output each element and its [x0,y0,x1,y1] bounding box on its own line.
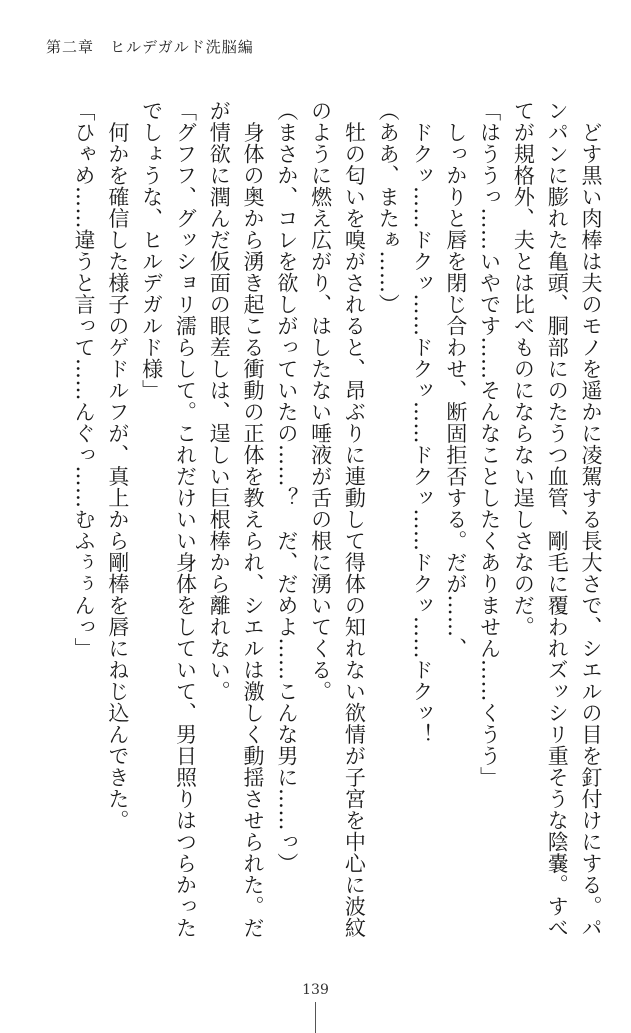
running-head: 第二章 ヒルデガルド洗脳編 [46,38,254,56]
paragraph: （ああ、またぁ……） [376,100,401,315]
body-text [23,100,607,950]
paragraph: 「はううっ……いやです……そんなことしたくありません……くうう」 [477,100,502,788]
paragraph: しっかりと唇を閉じ合わせ、断固拒否する。だが……、 [443,100,468,659]
paragraph: 「ひゃめ……違うと言って……んぐっ……むふぅぅんっ」 [72,100,97,659]
paragraph: 何かを確信した様子のゲドルフが、真上から剛棒を唇にねじ込んできた。 [105,100,130,831]
paragraph: 牡の匂いを嗅がされると、昂ぶりに連動して得体の知れない欲情が子宮を中心に波紋のように燃え広がり、はしたない唾液が舌の根に湧いてくる。 [308,100,367,939]
paragraph: ドクッ……ドクッ……ドクッ……ドクッ……ドクッ……ドクッ！ [410,100,435,745]
paragraph: 「グフフ、グッショリ濡らして。これだけいい身体をしていて、男日照りはつらかったでしょうな、ヒルデガルド様」 [139,100,198,939]
paragraph: どす黒い肉棒は夫のモノを遥かに凌駕する長大さで、シエルの目を釘付けにする。パンパンに膨れた亀頭、胴部にのたうつ血管、剛毛に覆われズッシリ重そうな陰嚢。すべてが規格外、夫とは比べものにならない逞しさなのだ。 [511,100,603,939]
paragraph: 身体の奥から湧き起こる衝動の正体を教えられ、シエルは激しく動揺させられた。だが情欲に潤んだ仮面の眼差しは、逞しい巨根棒から離れない。 [207,100,266,939]
page-number-rule [315,1002,316,1033]
page-number: 139 [302,982,329,998]
paragraph: （まさか、コレを欲しがっていたの……？ だ、だめよ……こんな男に……っ） [274,100,299,874]
